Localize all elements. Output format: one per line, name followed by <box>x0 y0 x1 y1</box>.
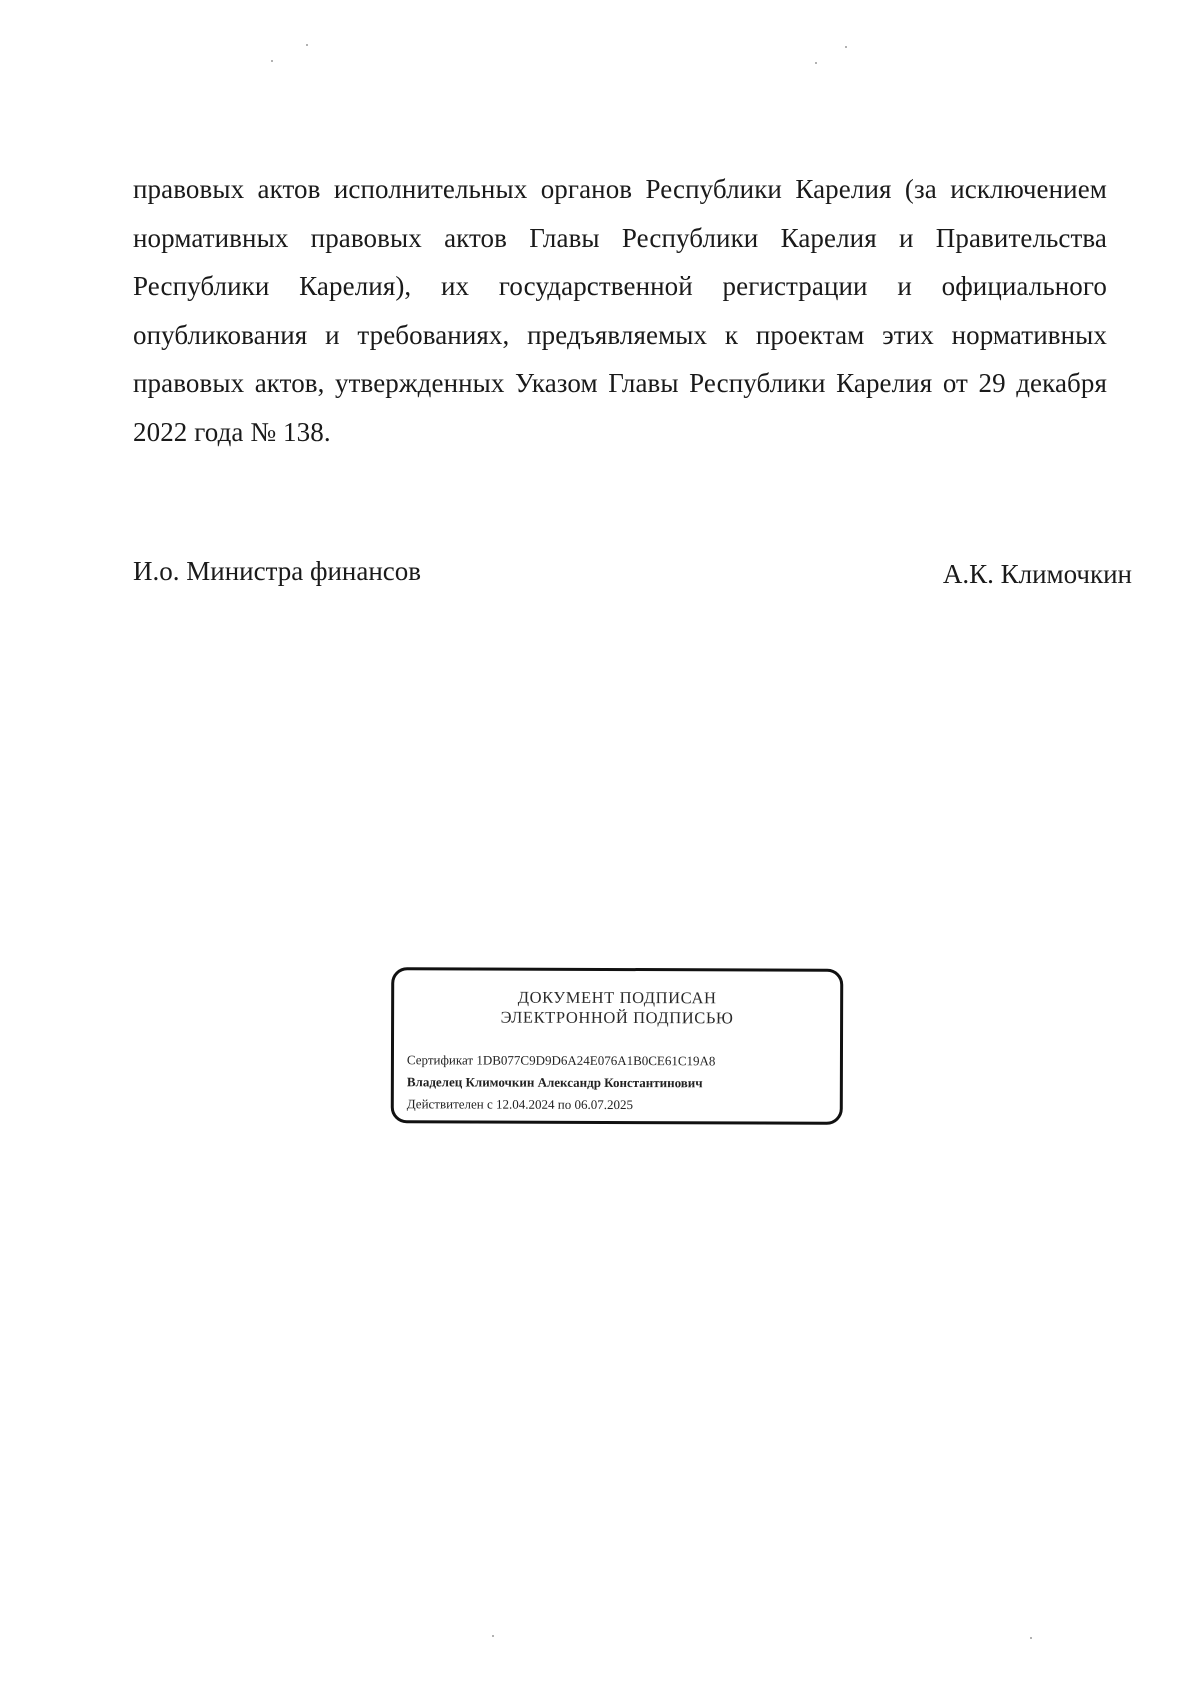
stamp-validity: Действителен с 12.04.2024 по 06.07.2025 <box>406 1096 634 1113</box>
stamp-heading <box>394 987 840 1029</box>
stamp-details <box>407 1049 716 1116</box>
electronic-signature-stamp <box>391 967 844 1125</box>
body-paragraph: правовых актов исполнительных органов Республики Карелия (за исключением нормативных правовых актов Главы Республики Карелия и Правительства Республики Карелия), их государственной регистрации и официального опубликования и требованиях, предъявляемых к проектам этих нормативных правовых актов, утвержденных Указом Главы Республики Карелия от 29 декабря 2022 года № 138. <box>133 174 1107 447</box>
scan-speck <box>1030 1637 1032 1639</box>
scan-speck <box>845 46 847 48</box>
stamp-heading-line-2: ЭЛЕКТРОННОЙ ПОДПИСЬЮ <box>500 1007 734 1028</box>
stamp-certificate: Сертификат 1DB077C9D9D6A24E076A1B0CE61C19A8 <box>406 1052 716 1069</box>
stamp-owner: Владелец Климочкин Александр Константинович <box>406 1074 703 1091</box>
scan-speck <box>306 44 308 46</box>
stamp-heading-line-1: ДОКУМЕНТ ПОДПИСАН <box>517 987 717 1008</box>
signer-position: И.о. Министра финансов <box>133 556 422 586</box>
signer-name: А.К. Климочкин <box>942 559 1132 589</box>
scan-speck <box>271 60 273 62</box>
scan-speck <box>492 1635 494 1637</box>
scan-speck <box>815 62 817 64</box>
